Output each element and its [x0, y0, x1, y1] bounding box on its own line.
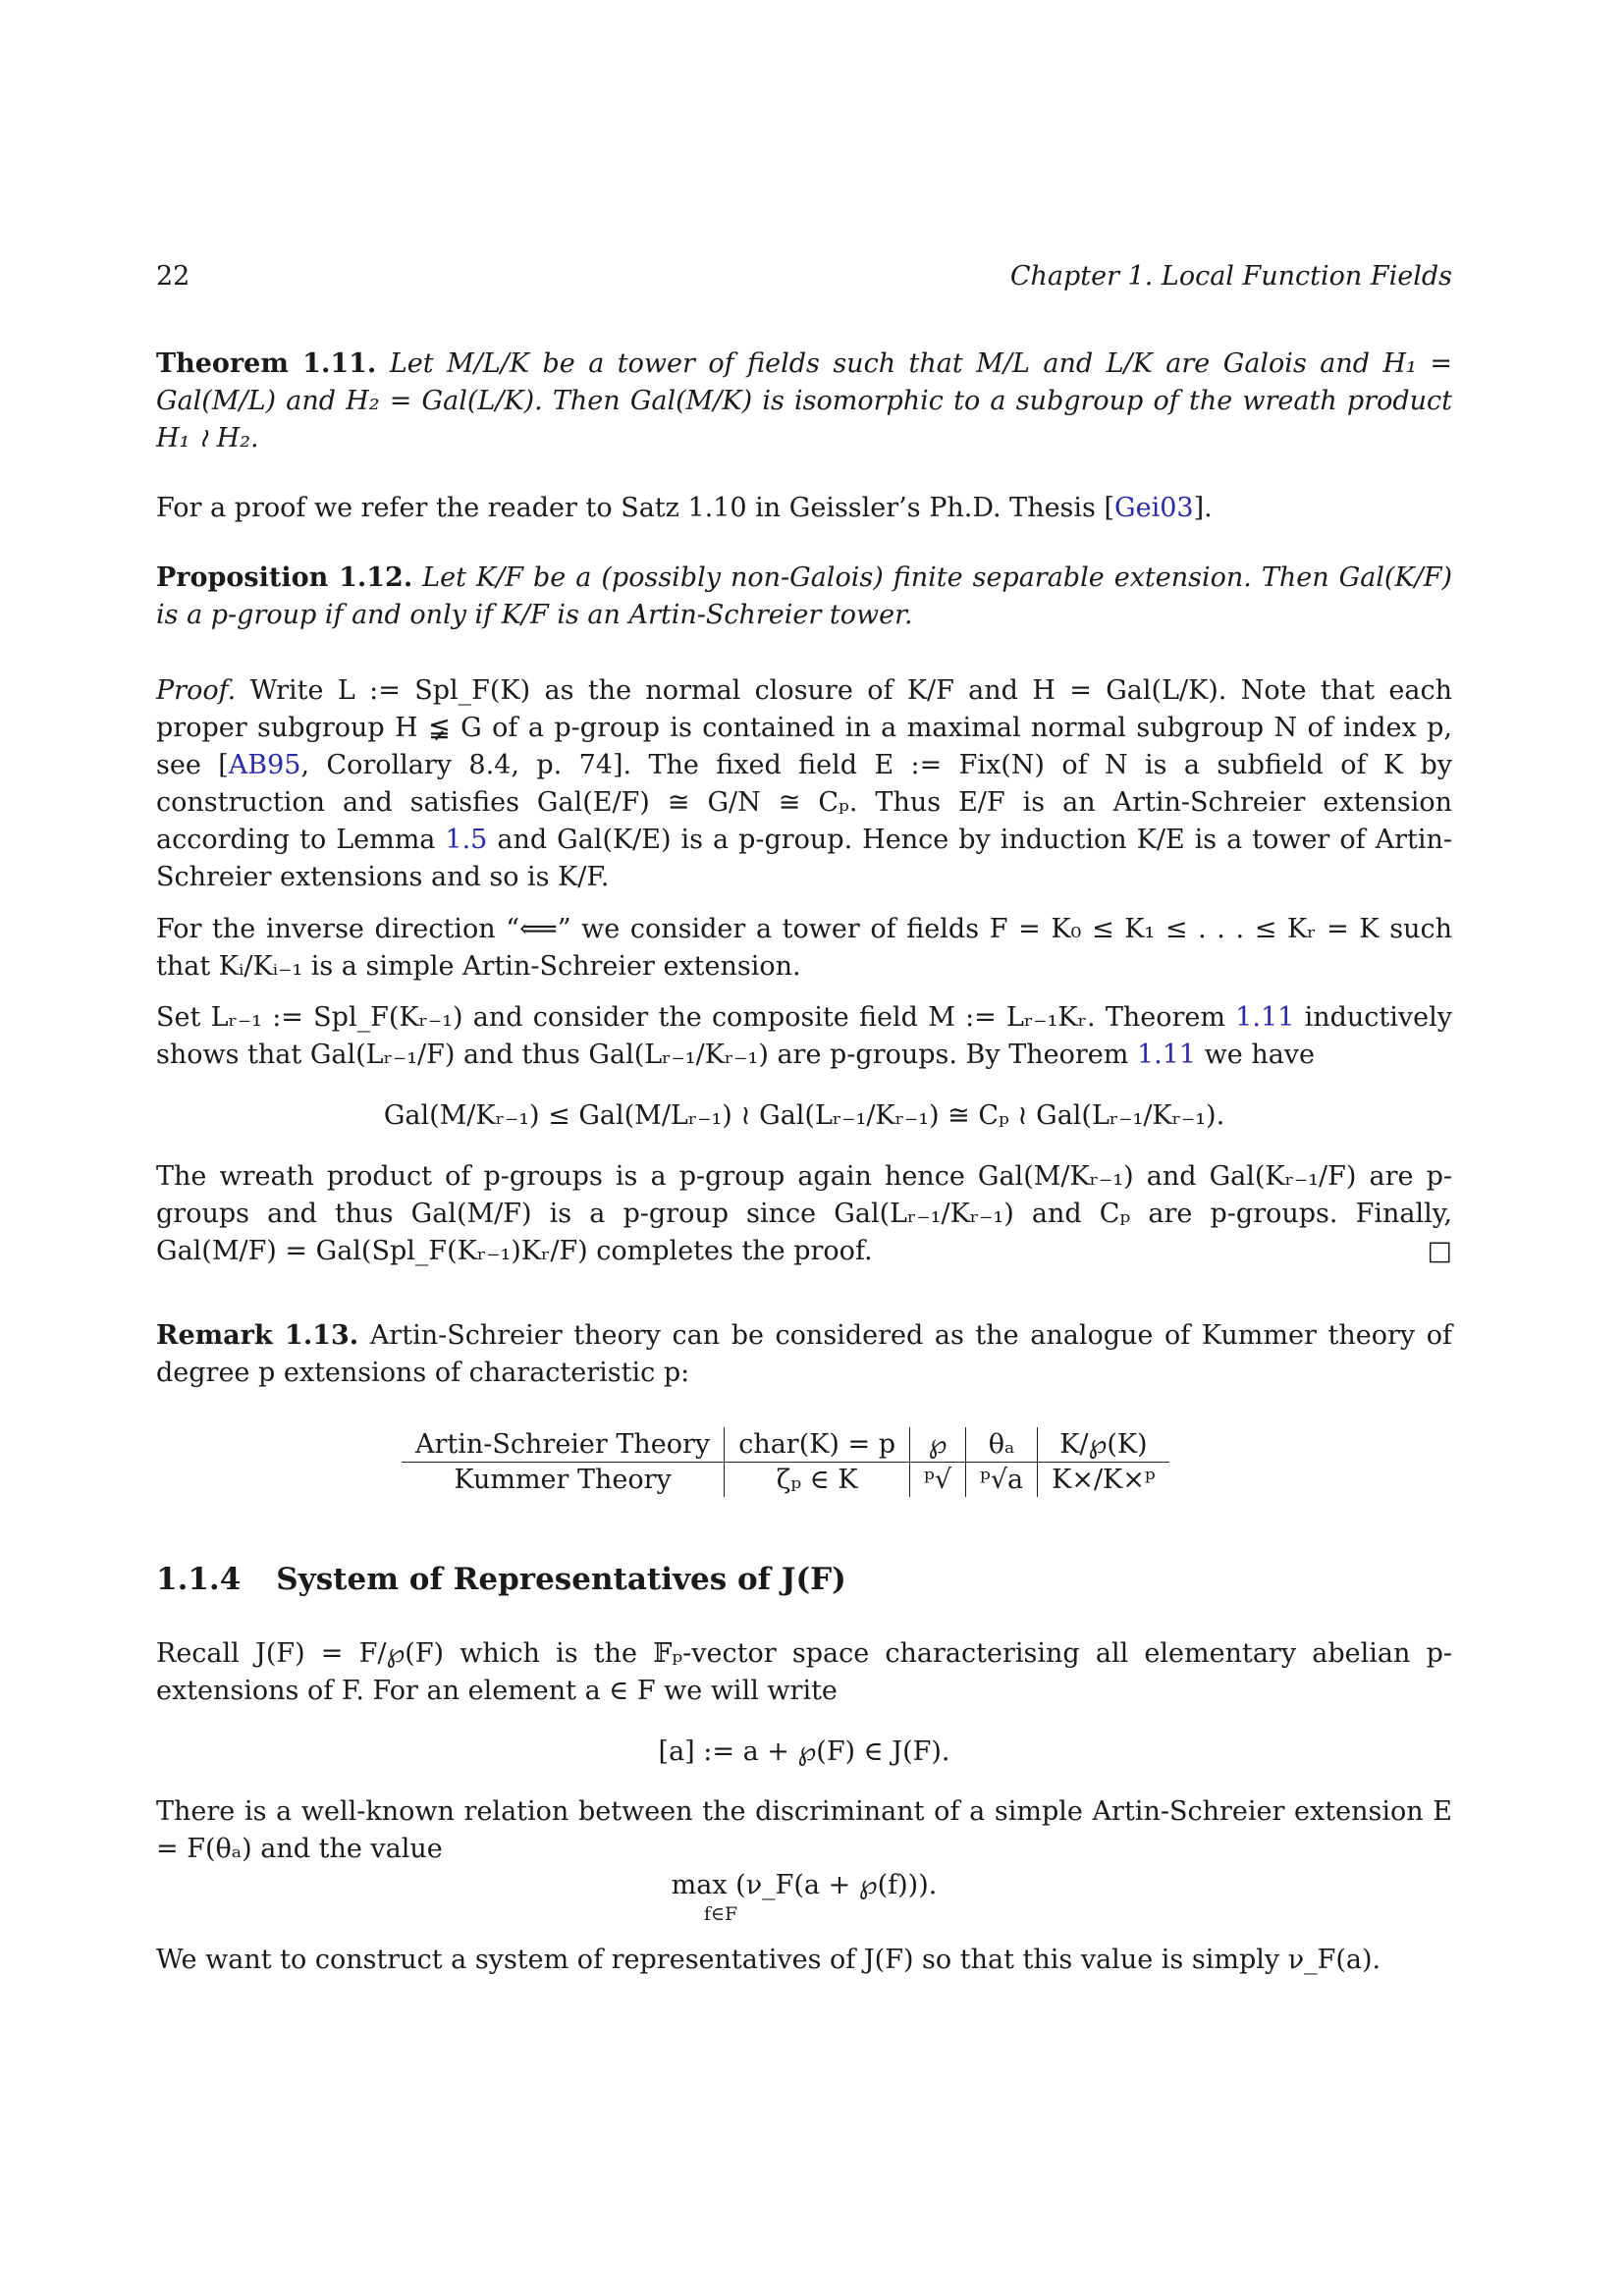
table-cell: ᵖ√ — [910, 1463, 966, 1498]
table-row — [402, 1463, 1169, 1498]
theorem-1-11 — [156, 346, 1452, 457]
theorem-ref-1-11-second[interactable]: 1.11 — [1136, 1040, 1197, 1070]
proof-ref-text: For a proof we refer the reader to Satz 1.10 in Geissler’s Ph.D. Thesis [ — [156, 493, 1115, 523]
qed-symbol: □ — [1427, 1236, 1452, 1266]
table-row — [402, 1427, 1169, 1463]
proof-text-c: and Gal(K/E) is a p-group. Hence by induction K/E is a tower of Artin-Schreier extensions and so is K/F. — [156, 825, 1452, 892]
proposition-text: Let K/F be a (possibly non-Galois) finite separable extension. Then Gal(K/F) is a p-group if and only if K/F is an Artin-Schreier tower. — [156, 562, 1452, 630]
wreath-equation: Gal(M/Kᵣ₋₁) ≤ Gal(M/Lᵣ₋₁) ≀ Gal(Lᵣ₋₁/Kᵣ₋₁) ≅ Cₚ ≀ Gal(Lᵣ₋₁/Kᵣ₋₁). — [383, 1100, 1225, 1131]
proof-paragraph-2: For the inverse direction “⟸” we consider a tower of fields F = K₀ ≤ K₁ ≤ . . . ≤ Kᵣ = K such that Kᵢ/Kᵢ₋₁ is a simple Artin-Schreier extension. — [156, 914, 1452, 982]
section-heading — [156, 1561, 1452, 1598]
comparison-table — [402, 1427, 1169, 1497]
equation-representative: [a] := a + ℘(F) ∈ J(F). — [658, 1736, 950, 1767]
proof-reference — [156, 490, 1452, 527]
proof-text-b: , Corollary 8.4, p. 74]. The fixed field E := Fix(N) of N is a subfield of K by construction and satisfies Gal(E/F) ≅ G/N ≅ Cₚ. Thus E/F is an Artin-Schreier extension according to Lemma — [156, 750, 1452, 855]
section-title: System of Representatives of J(F) — [276, 1562, 846, 1597]
proof-p4-text: The wreath product of p-groups is a p-group again hence Gal(M/Kᵣ₋₁) and Gal(Kᵣ₋₁/F) are p-groups and thus Gal(M/F) is a p-group since Gal(Lᵣ₋₁/Kᵣ₋₁) and Cₚ are p-groups. Finally, Gal(M/F) = Gal(Spl_F(Kᵣ₋₁)Kᵣ/F) completes the proof. — [156, 1161, 1452, 1266]
table-cell: Artin-Schreier Theory — [402, 1427, 725, 1463]
proof-paragraph-3 — [156, 999, 1452, 1074]
running-chapter-title: Chapter 1. Local Function Fields — [1009, 261, 1452, 292]
table-cell: char(K) = p — [725, 1427, 910, 1463]
remark-label: Remark 1.13. — [156, 1320, 359, 1351]
proposition-1-12 — [156, 560, 1452, 634]
remark-1-13 — [156, 1317, 1452, 1392]
table-cell: K/℘(K) — [1038, 1427, 1169, 1463]
section-number: 1.1.4 — [156, 1562, 242, 1597]
page-header — [156, 261, 1452, 300]
proof-label: Proof. — [156, 675, 237, 706]
proof-paragraph-4 — [156, 1158, 1452, 1270]
table-cell: ᵖ√a — [966, 1463, 1038, 1498]
table-cell: Kummer Theory — [402, 1463, 725, 1498]
proposition-label: Proposition 1.12. — [156, 562, 413, 593]
citation-ab95[interactable]: AB95 — [228, 750, 301, 780]
proof-paragraph-1 — [156, 672, 1452, 896]
max-subscript: f∈F — [703, 1903, 738, 1925]
proof-p3-text-b: inductively shows that Gal(Lᵣ₋₁/F) and thus Gal(Lᵣ₋₁/Kᵣ₋₁) are p-groups. By Theorem — [156, 1002, 1452, 1070]
section-paragraph-3: We want to construct a system of representatives of J(F) so that this value is simply ν_F(a). — [156, 1945, 1381, 1975]
table-cell: ζₚ ∈ K — [725, 1463, 910, 1498]
table-cell: θₐ — [966, 1427, 1038, 1463]
citation-gei03[interactable]: Gei03 — [1114, 493, 1194, 523]
proof-text-a: Write L := Spl_F(K) as the normal closure of K/F and H = Gal(L/K). Note that each proper subgroup H ≨ G of a p-group is contained in a maximal normal subgroup N of index p, see [ — [156, 675, 1452, 780]
table-cell: K×/K×ᵖ — [1052, 1465, 1156, 1495]
max-expression: max (ν_F(a + ℘(f))). — [671, 1870, 938, 1900]
proof-ref-end: ]. — [1193, 493, 1213, 523]
section-paragraph-2: There is a well-known relation between the discriminant of a simple Artin-Schreier extension E = F(θₐ) and the value — [156, 1796, 1452, 1864]
table-cell: ℘ — [910, 1427, 966, 1463]
theorem-ref-1-11[interactable]: 1.11 — [1235, 1002, 1295, 1033]
equation-max — [156, 1867, 1452, 1924]
section-paragraph-1: Recall J(F) = F/℘(F) which is the 𝔽ₚ-vector space characterising all elementary abelian p-extensions of F. For an element a ∈ F we will write — [156, 1638, 1452, 1706]
theorem-label: Theorem 1.11. — [156, 348, 377, 379]
page-number: 22 — [156, 261, 190, 292]
proof-p3-text-c: we have — [1196, 1040, 1316, 1070]
remark-text: Artin-Schreier theory can be considered as the analogue of Kummer theory of degree p extensions of characteristic p: — [156, 1320, 1452, 1388]
lemma-ref-1-5[interactable]: 1.5 — [445, 825, 488, 855]
theorem-text: Let M/L/K be a tower of fields such that M/L and L/K are Galois and H₁ = Gal(M/L) and H₂ = Gal(L/K). Then Gal(M/K) is isomorphic to a subgroup of the wreath product H₁ ≀ H₂. — [156, 348, 1452, 454]
proof-p3-text-a: Set Lᵣ₋₁ := Spl_F(Kᵣ₋₁) and consider the composite field M := Lᵣ₋₁Kᵣ. Theorem — [156, 1002, 1236, 1033]
